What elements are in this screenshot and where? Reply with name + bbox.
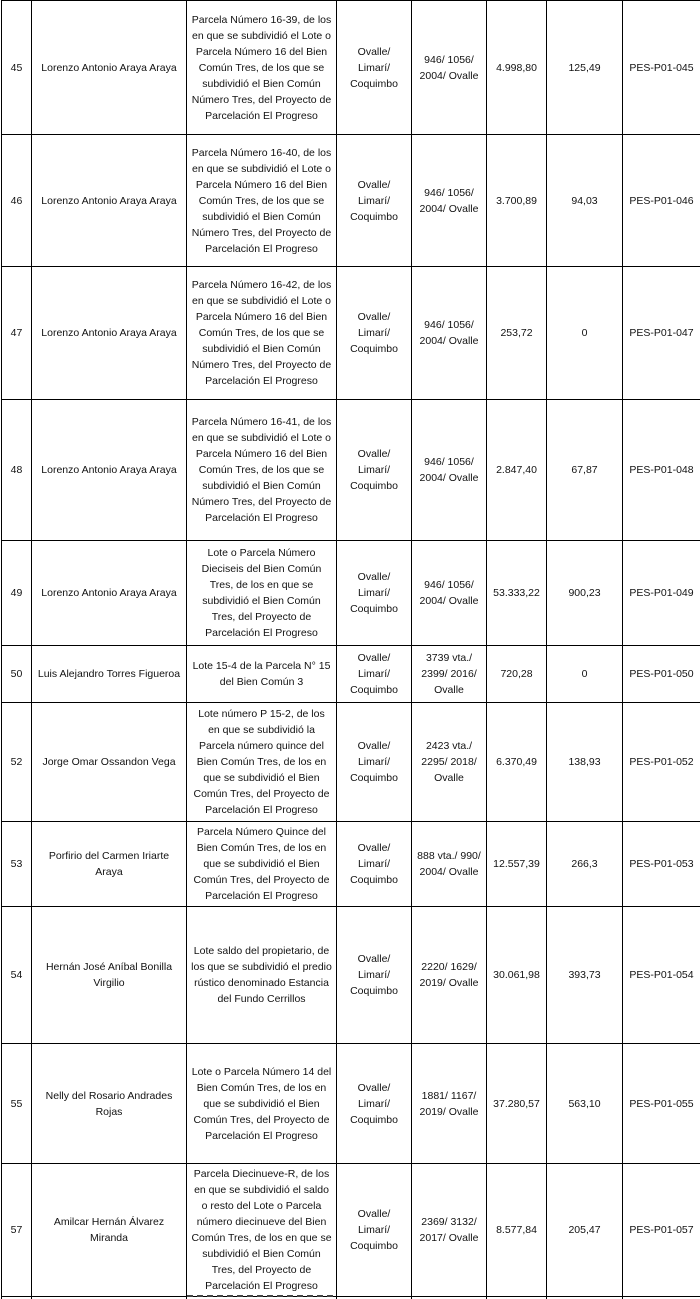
cell-property-description: Lote o Parcela Número Dieciseis del Bien Común Tres, de los en que se subdividió el Bien Común Tres, del Proyecto de Parcelación El Progreso (187, 541, 337, 646)
cell-row-number: 57 (2, 1164, 32, 1297)
cell-registry-reference: 2369/ 3132/ 2017/ Ovalle (412, 1164, 487, 1297)
cell-area-value: 6.370,49 (487, 703, 547, 822)
cell-secondary-value: 393,73 (547, 907, 623, 1044)
cell-secondary-value: 205,47 (547, 1164, 623, 1297)
cell-owner-name: Lorenzo Antonio Araya Araya (32, 541, 187, 646)
cell-location: Ovalle/ Limarí/ Coquimbo (337, 646, 412, 703)
table-row (2, 822, 700, 907)
cell-file-code: PES-P01-055 (623, 1044, 700, 1164)
cell-registry-reference: 946/ 1056/ 2004/ Ovalle (412, 1, 487, 135)
cell-area-value: 30.061,98 (487, 907, 547, 1044)
table-row (2, 1, 700, 135)
cell-area-value: 4.998,80 (487, 1, 547, 135)
cell-secondary-value: 125,49 (547, 1, 623, 135)
cell-property-description: Lote o Parcela Número 14 del Bien Común Tres, de los en que se subdividió el Bien Común Tres, del Proyecto de Parcelación El Progreso (187, 1044, 337, 1164)
cell-row-number: 53 (2, 822, 32, 907)
property-registry-table (1, 0, 700, 1299)
cell-location: Ovalle/ Limarí/ Coquimbo (337, 135, 412, 267)
cell-location: Ovalle/ Limarí/ Coquimbo (337, 907, 412, 1044)
cell-file-code: PES-P01-048 (623, 400, 700, 541)
table-row (2, 646, 700, 703)
cell-owner-name: Hernán José Aníbal Bonilla Virgilio (32, 907, 187, 1044)
table-row (2, 267, 700, 400)
cell-location: Ovalle/ Limarí/ Coquimbo (337, 267, 412, 400)
cell-file-code: PES-P01-047 (623, 267, 700, 400)
table-row (2, 703, 700, 822)
cell-owner-name: Luis Alejandro Torres Figueroa (32, 646, 187, 703)
cell-property-description: Parcela Número Quince del Bien Común Tres, de los en que se subdividió el Bien Común Tres, del Proyecto de Parcelación El Progreso (187, 822, 337, 907)
cell-registry-reference: 946/ 1056/ 2004/ Ovalle (412, 135, 487, 267)
cell-location: Ovalle/ Limarí/ Coquimbo (337, 400, 412, 541)
cell-row-number: 52 (2, 703, 32, 822)
scan-dash-artifact (187, 1295, 333, 1297)
cell-owner-name: Lorenzo Antonio Araya Araya (32, 1, 187, 135)
cell-location: Ovalle/ Limarí/ Coquimbo (337, 1, 412, 135)
cell-row-number: 49 (2, 541, 32, 646)
cell-property-description: Parcela Número 16-40, de los en que se subdividió el Lote o Parcela Número 16 del Bien Común Tres, de los que se subdividió el Bien Común Número Tres, del Proyecto de Parcelación El Progreso (187, 135, 337, 267)
cell-property-description: Parcela Número 16-42, de los en que se subdividió el Lote o Parcela Número 16 del Bien Común Tres, de los que se subdividió el Bien Común Número Tres, del Proyecto de Parcelación El Progreso (187, 267, 337, 400)
cell-owner-name: Porfirio del Carmen Iriarte Araya (32, 822, 187, 907)
cell-property-description: Lote 15-4 de la Parcela N° 15 del Bien Común 3 (187, 646, 337, 703)
cell-registry-reference: 888 vta./ 990/ 2004/ Ovalle (412, 822, 487, 907)
cell-row-number: 47 (2, 267, 32, 400)
cell-owner-name: Jorge Omar Ossandon Vega (32, 703, 187, 822)
cell-registry-reference: 2423 vta./ 2295/ 2018/ Ovalle (412, 703, 487, 822)
cell-area-value: 8.577,84 (487, 1164, 547, 1297)
cell-location: Ovalle/ Limarí/ Coquimbo (337, 822, 412, 907)
table-row (2, 541, 700, 646)
table-row (2, 1044, 700, 1164)
cell-area-value: 3.700,89 (487, 135, 547, 267)
cell-area-value: 253,72 (487, 267, 547, 400)
cell-registry-reference: 3739 vta./ 2399/ 2016/ Ovalle (412, 646, 487, 703)
cell-secondary-value: 67,87 (547, 400, 623, 541)
cell-file-code: PES-P01-045 (623, 1, 700, 135)
cell-location: Ovalle/ Limarí/ Coquimbo (337, 1164, 412, 1297)
cell-area-value: 2.847,40 (487, 400, 547, 541)
cell-file-code: PES-P01-057 (623, 1164, 700, 1297)
cell-area-value: 720,28 (487, 646, 547, 703)
cell-file-code: PES-P01-046 (623, 135, 700, 267)
table-row (2, 135, 700, 267)
cell-file-code: PES-P01-049 (623, 541, 700, 646)
cell-file-code: PES-P01-052 (623, 703, 700, 822)
cell-location: Ovalle/ Limarí/ Coquimbo (337, 703, 412, 822)
cell-secondary-value: 900,23 (547, 541, 623, 646)
cell-location: Ovalle/ Limarí/ Coquimbo (337, 1044, 412, 1164)
cell-row-number: 55 (2, 1044, 32, 1164)
cell-row-number: 50 (2, 646, 32, 703)
cell-area-value: 37.280,57 (487, 1044, 547, 1164)
table-row (2, 907, 700, 1044)
cell-property-description: Parcela Diecinueve-R, de los en que se subdividió el saldo o resto del Lote o Parcela número diecinueve del Bien Común Tres, de los en que se subdividió el Bien Común Tres, del Proyecto de Parcelación El Progreso (187, 1164, 337, 1297)
cell-owner-name: Lorenzo Antonio Araya Araya (32, 267, 187, 400)
cell-location: Ovalle/ Limarí/ Coquimbo (337, 541, 412, 646)
cell-owner-name: Amilcar Hernán Álvarez Miranda (32, 1164, 187, 1297)
table-row (2, 400, 700, 541)
cell-property-description: Lote número P 15-2, de los en que se subdividió la Parcela número quince del Bien Común Tres, de los en que se subdividió el Bien Común Tres, del Proyecto de Parcelación El Progreso (187, 703, 337, 822)
cell-secondary-value: 138,93 (547, 703, 623, 822)
cell-file-code: PES-P01-050 (623, 646, 700, 703)
cell-registry-reference: 946/ 1056/ 2004/ Ovalle (412, 541, 487, 646)
cell-property-description: Lote saldo del propietario, de los que se subdividió el predio rústico denominado Estancia del Fundo Cerrillos (187, 907, 337, 1044)
cell-owner-name: Nelly del Rosario Andrades Rojas (32, 1044, 187, 1164)
cell-registry-reference: 946/ 1056/ 2004/ Ovalle (412, 400, 487, 541)
cell-secondary-value: 0 (547, 646, 623, 703)
cell-file-code: PES-P01-053 (623, 822, 700, 907)
cell-property-description: Parcela Número 16-41, de los en que se subdividió el Lote o Parcela Número 16 del Bien Común Tres, de los que se subdividió el Bien Común Número Tres, del Proyecto de Parcelación El Progreso (187, 400, 337, 541)
cell-file-code: PES-P01-054 (623, 907, 700, 1044)
cell-property-description: Parcela Número 16-39, de los en que se subdividió el Lote o Parcela Número 16 del Bien Común Tres, de los que se subdividió el Bien Común Número Tres, del Proyecto de Parcelación El Progreso (187, 1, 337, 135)
cell-area-value: 53.333,22 (487, 541, 547, 646)
cell-row-number: 45 (2, 1, 32, 135)
cell-secondary-value: 266,3 (547, 822, 623, 907)
table-row (2, 1164, 700, 1297)
cell-row-number: 48 (2, 400, 32, 541)
cell-registry-reference: 946/ 1056/ 2004/ Ovalle (412, 267, 487, 400)
cell-secondary-value: 94,03 (547, 135, 623, 267)
cell-owner-name: Lorenzo Antonio Araya Araya (32, 135, 187, 267)
cell-row-number: 46 (2, 135, 32, 267)
cell-registry-reference: 1881/ 1167/ 2019/ Ovalle (412, 1044, 487, 1164)
cell-owner-name: Lorenzo Antonio Araya Araya (32, 400, 187, 541)
cell-area-value: 12.557,39 (487, 822, 547, 907)
cell-secondary-value: 0 (547, 267, 623, 400)
cell-row-number: 54 (2, 907, 32, 1044)
cell-registry-reference: 2220/ 1629/ 2019/ Ovalle (412, 907, 487, 1044)
cell-secondary-value: 563,10 (547, 1044, 623, 1164)
table-body (2, 1, 700, 1299)
